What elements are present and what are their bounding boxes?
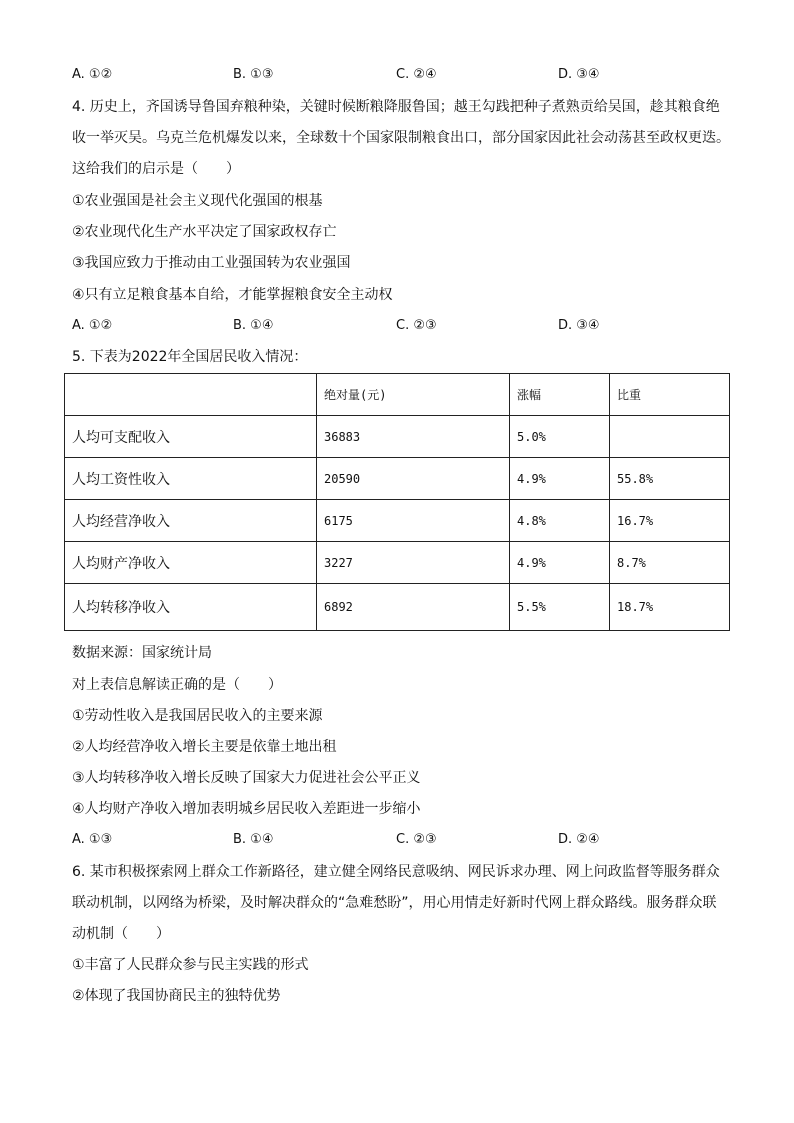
q4-option-d[interactable]: D. ③④ xyxy=(558,318,600,333)
q4-option-c[interactable]: C. ②③ xyxy=(396,318,437,333)
q3-options xyxy=(72,65,732,85)
table-header-row xyxy=(65,374,730,416)
q6-statement-2: ②体现了我国协商民主的独特优势 xyxy=(72,988,281,1004)
q5-statement-4: ④人均财产净收入增加表明城乡居民收入差距进一步缩小 xyxy=(72,801,421,817)
table-cell: 18.7% xyxy=(610,584,730,631)
table-cell xyxy=(610,416,730,458)
table-row xyxy=(65,500,730,542)
table-cell: 3227 xyxy=(317,542,510,584)
table-cell: 36883 xyxy=(317,416,510,458)
q5-statement-3: ③人均转移净收入增长反映了国家大力促进社会公平正义 xyxy=(72,770,421,786)
table-cell: 8.7% xyxy=(610,542,730,584)
q5-question: 对上表信息解读正确的是（ ） xyxy=(72,677,282,693)
q5-options xyxy=(72,830,732,850)
q4-stem-line-3: 这给我们的启示是（ ） xyxy=(72,161,240,177)
table-cell: 人均财产净收入 xyxy=(65,542,317,584)
table-header-cell: 涨幅 xyxy=(510,374,610,416)
table-header-cell: 绝对量(元) xyxy=(317,374,510,416)
table-cell: 人均转移净收入 xyxy=(65,584,317,631)
q4-statement-3: ③我国应致力于推动由工业强国转为农业强国 xyxy=(72,255,351,271)
table-cell: 人均经营净收入 xyxy=(65,500,317,542)
q6-stem-line-2: 联动机制，以网络为桥梁，及时解决群众的“急难愁盼”，用心用情走好新时代网上群众路线。服务群众联 xyxy=(72,895,717,911)
q3-option-b[interactable]: B. ①③ xyxy=(233,67,274,82)
q5-option-a[interactable]: A. ①③ xyxy=(72,832,113,847)
q4-stem-line-2: 收一举灭吴。乌克兰危机爆发以来，全球数十个国家限制粮食出口，部分国家因此社会动荡甚至政权更迭。 xyxy=(72,130,730,146)
q5-option-d[interactable]: D. ②④ xyxy=(558,832,600,847)
table-cell: 55.8% xyxy=(610,458,730,500)
table-cell: 5.5% xyxy=(510,584,610,631)
table-cell: 20590 xyxy=(317,458,510,500)
q5-stem: 5. 下表为2022年全国居民收入情况： xyxy=(72,349,308,365)
q4-option-b[interactable]: B. ①④ xyxy=(233,318,274,333)
q3-option-a[interactable]: A. ①② xyxy=(72,67,113,82)
table-cell: 5.0% xyxy=(510,416,610,458)
q5-statement-1: ①劳动性收入是我国居民收入的主要来源 xyxy=(72,708,323,724)
q5-option-c[interactable]: C. ②③ xyxy=(396,832,437,847)
table-row xyxy=(65,542,730,584)
q6-stem-line-1: 6. 某市积极探索网上群众工作新路径，建立健全网络民意吸纳、网民诉求办理、网上问政监督等服务群众 xyxy=(72,864,720,880)
table-row xyxy=(65,416,730,458)
table-cell: 4.8% xyxy=(510,500,610,542)
table-row xyxy=(65,584,730,631)
q6-statement-1: ①丰富了人民群众参与民主实践的形式 xyxy=(72,957,309,973)
q5-option-b[interactable]: B. ①④ xyxy=(233,832,274,847)
q4-option-a[interactable]: A. ①② xyxy=(72,318,113,333)
q6-stem-line-3: 动机制（ ） xyxy=(72,926,170,942)
q4-statement-1: ①农业强国是社会主义现代化强国的根基 xyxy=(72,193,323,209)
table-header-cell: 比重 xyxy=(610,374,730,416)
table-cell: 4.9% xyxy=(510,458,610,500)
income-table xyxy=(64,373,730,631)
table-cell: 人均可支配收入 xyxy=(65,416,317,458)
table-cell: 6892 xyxy=(317,584,510,631)
table-cell: 人均工资性收入 xyxy=(65,458,317,500)
q3-option-d[interactable]: D. ③④ xyxy=(558,67,600,82)
q3-option-c[interactable]: C. ②④ xyxy=(396,67,437,82)
q4-statement-4: ④只有立足粮食基本自给，才能掌握粮食安全主动权 xyxy=(72,287,393,303)
q5-statement-2: ②人均经营净收入增长主要是依靠土地出租 xyxy=(72,739,337,755)
table-cell: 4.9% xyxy=(510,542,610,584)
q4-statement-2: ②农业现代化生产水平决定了国家政权存亡 xyxy=(72,224,337,240)
table-cell: 16.7% xyxy=(610,500,730,542)
table-cell: 6175 xyxy=(317,500,510,542)
q4-stem-line-1: 4. 历史上，齐国诱导鲁国弃粮种染，关键时候断粮降服鲁国；越王勾践把种子煮熟贡给吴国，趁其粮食绝 xyxy=(72,99,720,115)
q4-options xyxy=(72,316,732,336)
table-header-cell xyxy=(65,374,317,416)
table-source: 数据来源：国家统计局 xyxy=(72,645,212,661)
table-row xyxy=(65,458,730,500)
